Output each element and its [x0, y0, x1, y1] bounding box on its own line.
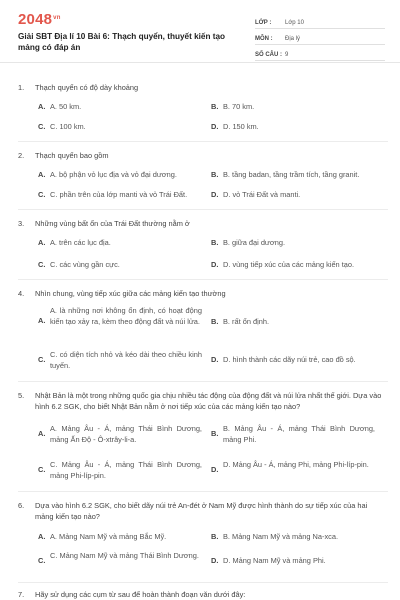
option-text: B. giữa đại dương.	[223, 238, 285, 247]
option-text: B. Mảng Nam Mỹ và mảng Na-xca.	[223, 532, 339, 541]
question-text: Thạch quyển bao gồm	[35, 151, 109, 160]
option-letter: D.	[211, 122, 219, 131]
option-text: A. là những nơi không ổn định, có hoạt động kiến tạo xảy ra, kèm theo động đất và núi lửa.	[50, 306, 202, 326]
site-logo[interactable]	[18, 11, 61, 28]
logo-text: 2048	[18, 11, 53, 28]
option-text: D. vỏ Trái Đất và manti.	[223, 190, 301, 199]
option-text: C. Mảng Nam Mỹ và mảng Thái Bình Dương.	[50, 551, 199, 560]
option-letter: C.	[38, 355, 46, 364]
option-letter: D.	[211, 556, 219, 565]
divider	[18, 279, 388, 280]
option-text: D. Mảng Âu - Á, mảng Phi, mảng Phi-líp-pin.	[223, 460, 369, 469]
option-letter: B.	[211, 317, 219, 326]
question-number: 5.	[18, 391, 25, 400]
option-letter: D.	[211, 190, 219, 199]
question-4	[18, 288, 388, 373]
question-1	[18, 82, 388, 132]
option-letter: B.	[211, 238, 219, 247]
option-letter: B.	[211, 102, 219, 111]
option-letter: C.	[38, 122, 46, 131]
question-number: 3.	[18, 219, 25, 228]
option-letter: C.	[38, 556, 46, 565]
option-letter: D.	[211, 355, 219, 364]
option-letter: B.	[211, 170, 219, 179]
question-7	[18, 589, 388, 600]
option-text: B. 70 km.	[223, 102, 255, 111]
question-5	[18, 390, 388, 490]
option-letter: A.	[38, 532, 46, 541]
option-letter: C.	[38, 260, 46, 269]
option-letter: B.	[211, 429, 219, 438]
logo-suffix: vn	[53, 15, 61, 21]
option-text: C. 100 km.	[50, 122, 86, 131]
page-title: Giải SBT Địa lí 10 Bài 6: Thạch quyển, thuyết kiến tạo mảng có đáp án	[18, 32, 226, 52]
question-text: Dựa vào hình 6.2 SGK, cho biết dãy núi trẻ An-đét ở Nam Mỹ được hình thành do sự tiếp xúc của hai mảng kiến tạo nào?	[35, 501, 368, 521]
option-text: A. Mảng Nam Mỹ và mảng Bắc Mỹ.	[50, 532, 167, 541]
option-text: A. trên các lục địa.	[50, 238, 111, 247]
question-number: 1.	[18, 83, 25, 92]
option-text: C. Mảng Âu - Á, mảng Thái Bình Dương, mảng Phi-líp-pin.	[50, 460, 202, 480]
question-number: 7.	[18, 590, 25, 599]
question-2	[18, 150, 388, 200]
meta-row-count	[255, 45, 385, 61]
option-letter: A.	[38, 429, 46, 438]
option-letter: C.	[38, 190, 46, 199]
question-text: Nhìn chung, vùng tiếp xúc giữa các mảng kiến tạo thường	[35, 289, 226, 298]
option-letter: A.	[38, 316, 46, 325]
option-text: B. Mảng Âu - Á, mảng Thái Bình Dương, mảng Phi.	[223, 424, 375, 444]
question-number: 2.	[18, 151, 25, 160]
option-text: B. tầng badan, tầng trầm tích, tầng granit.	[223, 170, 360, 179]
option-letter: B.	[211, 532, 219, 541]
option-text: C. phần trên của lớp manti và vỏ Trái Đất.	[50, 190, 188, 199]
option-letter: A.	[38, 170, 46, 179]
meta-row-class	[255, 13, 385, 29]
meta-value: Lớp 10	[285, 20, 304, 26]
divider	[18, 491, 388, 492]
meta-label: MÔN :	[255, 36, 273, 42]
question-text: Thạch quyển có độ dày khoảng	[35, 83, 139, 92]
option-text: C. các vùng gần cực.	[50, 260, 120, 269]
meta-row-subject	[255, 29, 385, 45]
meta-label: SỐ CÂU :	[255, 52, 282, 58]
question-6	[18, 500, 388, 580]
option-text: D. 150 km.	[223, 122, 259, 131]
option-letter: D.	[211, 465, 219, 474]
divider	[18, 582, 388, 583]
option-text: D. hình thành các dãy núi trẻ, cao đồ sộ.	[223, 355, 356, 364]
option-text: C. có diện tích nhỏ và kéo dài theo chiều kinh tuyến.	[50, 350, 202, 370]
question-text: Nhật Bản là một trong những quốc gia chịu nhiều tác động của động đất và núi lửa nhất thế giới. Dựa vào hình 6.2 SGK, cho biết Nhật Bản nằm ở nơi tiếp xúc của các mảng kiến tạo nào?	[35, 391, 382, 411]
question-3	[18, 218, 388, 268]
divider	[18, 141, 388, 142]
option-text: D. vùng tiếp xúc của các mảng kiến tạo.	[223, 260, 355, 269]
question-number: 6.	[18, 501, 25, 510]
question-text: Hãy sử dụng các cụm từ sau để hoàn thành đoạn văn dưới đây:	[35, 590, 246, 599]
option-text: B. rất ổn định.	[223, 317, 270, 326]
option-letter: C.	[38, 465, 46, 474]
option-text: A. bộ phận vỏ lục địa và vỏ đại dương.	[50, 170, 177, 179]
meta-value: Địa lý	[285, 36, 301, 42]
question-number: 4.	[18, 289, 25, 298]
question-text: Những vùng bất ổn của Trái Đất thường nằm ở	[35, 219, 190, 228]
meta-value: 9	[285, 52, 289, 58]
option-letter: A.	[38, 238, 46, 247]
option-text: A. Mảng Âu - Á, mảng Thái Bình Dương, mảng Ấn Độ - Ô-xtrây-li-a.	[50, 424, 202, 444]
divider	[18, 381, 388, 382]
meta-label: LỚP :	[255, 20, 272, 26]
option-text: A. 50 km.	[50, 102, 82, 111]
header	[0, 0, 400, 63]
option-letter: D.	[211, 260, 219, 269]
divider	[18, 209, 388, 210]
option-text: D. Mảng Nam Mỹ và mảng Phi.	[223, 556, 326, 565]
meta-info	[255, 13, 385, 61]
option-letter: A.	[38, 102, 46, 111]
